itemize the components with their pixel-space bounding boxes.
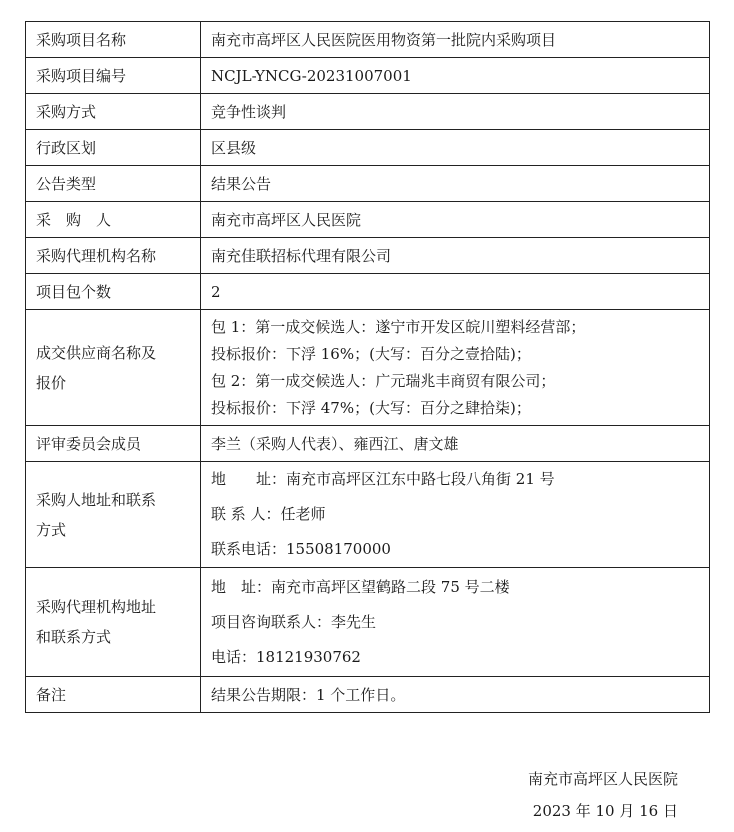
row-value: 李兰（采购人代表）、雍西江、唐文雄: [201, 426, 710, 462]
row-value: [201, 568, 710, 677]
supplier-line: 包 1：第一成交候选人：遂宁市开发区皖川塑料经营部；: [211, 317, 586, 336]
row-value: 竞争性谈判: [201, 94, 710, 130]
supplier-line: 投标报价：下浮 47%；(大写：百分之肆拾柒)；: [211, 398, 531, 417]
label-line: 采购代理机构地址: [36, 598, 157, 616]
row-label: 采购项目名称: [26, 22, 201, 58]
row-label: 采购项目编号: [26, 58, 201, 94]
table-row-agent-contact: [26, 568, 710, 677]
row-value: 南充市高坪区人民医院医用物资第一批院内采购项目: [201, 22, 710, 58]
row-value: 南充市高坪区人民医院: [201, 202, 710, 238]
row-value: 区县级: [201, 130, 710, 166]
row-value: 2: [201, 274, 710, 310]
announcement-table: [25, 21, 710, 713]
contact-line: 项目咨询联系人：李先生: [211, 612, 377, 631]
row-label: 采 购 人: [26, 202, 201, 238]
contact-line: 地 址：南充市高坪区望鹤路二段 75 号二楼: [211, 577, 510, 596]
row-value: 南充佳联招标代理有限公司: [201, 238, 710, 274]
row-label: [26, 310, 201, 426]
row-label: [26, 462, 201, 568]
row-label: 备注: [26, 677, 201, 713]
row-value: [201, 310, 710, 426]
contact-line: 联 系 人：任老师: [211, 505, 326, 523]
row-label: 评审委员会成员: [26, 426, 201, 462]
contact-line: 电话：18121930762: [211, 647, 361, 666]
row-label: 项目包个数: [26, 274, 201, 310]
row-label: 采购代理机构名称: [26, 238, 201, 274]
contact-line: 地 址：南充市高坪区江东中路七段八角街 21 号: [211, 470, 555, 488]
label-line: 成交供应商名称及: [36, 343, 157, 362]
row-label: 公告类型: [26, 166, 201, 202]
row-label: [26, 568, 201, 677]
table-row-remarks: [26, 677, 710, 713]
row-value: 结果公告: [201, 166, 710, 202]
label-line: 方式: [36, 520, 67, 539]
row-value: 结果公告期限：1 个工作日。: [201, 677, 710, 713]
table-row-announcement-type: [26, 166, 710, 202]
table-row-purchaser: [26, 202, 710, 238]
label-line: 采购人地址和联系: [36, 490, 157, 509]
footer-organization: 南充市高坪区人民医院: [527, 770, 678, 788]
table-row-procurement-method: [26, 94, 710, 130]
table-row-project-name: [26, 22, 710, 58]
table-row-purchaser-contact: [26, 462, 710, 568]
supplier-line: 包 2：第一成交候选人：广元瑞兆丰商贸有限公司；: [211, 371, 556, 390]
table-row-supplier: [26, 310, 710, 426]
label-line: 和联系方式: [36, 628, 112, 646]
table-row-package-count: [26, 274, 710, 310]
table-row-administrative-division: [26, 130, 710, 166]
table-row-committee: [26, 426, 710, 462]
row-label: 采购方式: [26, 94, 201, 130]
label-line: 报价: [36, 373, 67, 392]
supplier-line: 投标报价：下浮 16%；(大写：百分之壹拾陆)；: [211, 344, 531, 363]
row-label: 行政区划: [26, 130, 201, 166]
table-row-agency-name: [26, 238, 710, 274]
contact-line: 联系电话：15508170000: [211, 540, 391, 558]
footer-date: 2023 年 10 月 16 日: [532, 802, 678, 820]
table-row-project-number: [26, 58, 710, 94]
row-value: NCJL-YNCG-20231007001: [201, 58, 710, 94]
row-value: [201, 462, 710, 568]
